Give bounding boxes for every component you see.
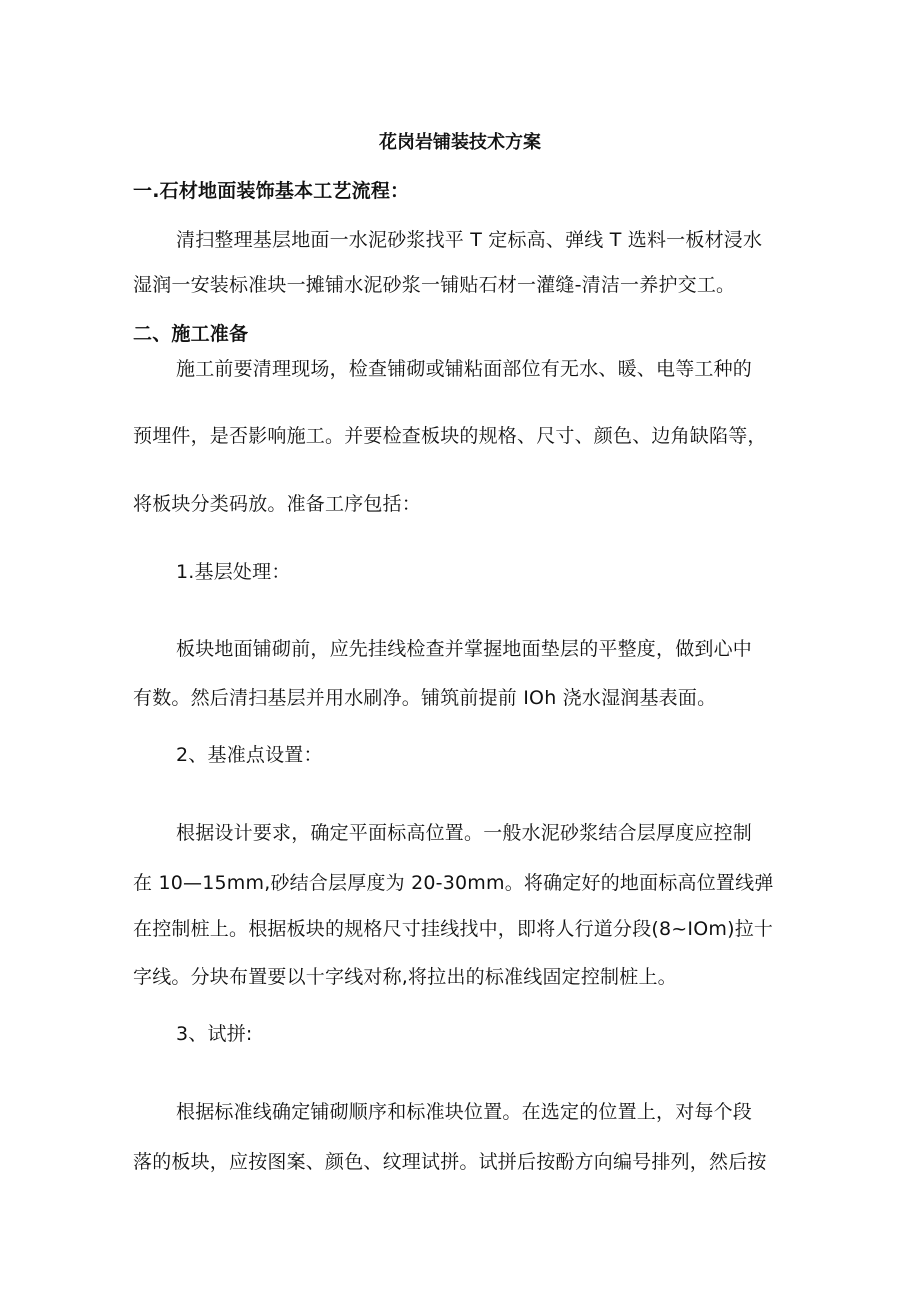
paragraph-line: 在 10—15mm,砂结合层厚度为 20-30mm。将确定好的地面标高位置线弹 [133,872,774,894]
section-heading-process: 一.石材地面装饰基本工艺流程： [133,180,410,202]
section-heading-preparation: 二、施工准备 [133,323,249,345]
paragraph-line: 将板块分类码放。准备工序包括： [133,493,422,515]
paragraph-line: 根据设计要求，确定平面标高位置。一般水泥砂浆结合层厚度应控制 [176,822,753,844]
document-title: 花岗岩铺装技术方案 [379,132,541,153]
subheading-base-treatment: 1.基层处理： [176,561,291,583]
paragraph-line: 板块地面铺砌前，应先挂线检查并掌握地面垫层的平整度，做到心中 [176,638,753,660]
paragraph-line: 湿润一安装标准块一摊铺水泥砂浆一铺贴石材一灌缝-清洁一养护交工。 [133,274,736,296]
paragraph-line: 预埋件，是否影响施工。并要检查板块的规格、尺寸、颜色、边角缺陷等， [133,425,767,447]
paragraph-line: 有数。然后清扫基层并用水刷净。铺筑前提前 IOh 浇水湿润基表面。 [133,687,717,709]
paragraph-line: 落的板块，应按图案、颜色、纹理试拼。试拼后按酚方向编号排列，然后按 [133,1151,767,1173]
paragraph-line: 清扫整理基层地面一水泥砂浆找平 T 定标高、弹线 T 选料一板材浸水 [176,229,763,251]
subheading-datum-setup: 2、基准点设置： [176,744,323,766]
subheading-trial-layout: 3、试拼: [176,1023,253,1045]
paragraph-line: 施工前要清理现场，检查铺砌或铺粘面部位有无水、暖、电等工种的 [176,358,753,380]
paragraph-line: 根据标准线确定铺砌顺序和标准块位置。在选定的位置上，对每个段 [176,1101,753,1123]
paragraph-line: 字线。分块布置要以十字线对称,将拉出的标准线固定控制桩上。 [133,966,677,988]
paragraph-line: 在控制桩上。根据板块的规格尺寸挂线找中，即将人行道分段(8~IOm)拉十 [133,918,774,940]
